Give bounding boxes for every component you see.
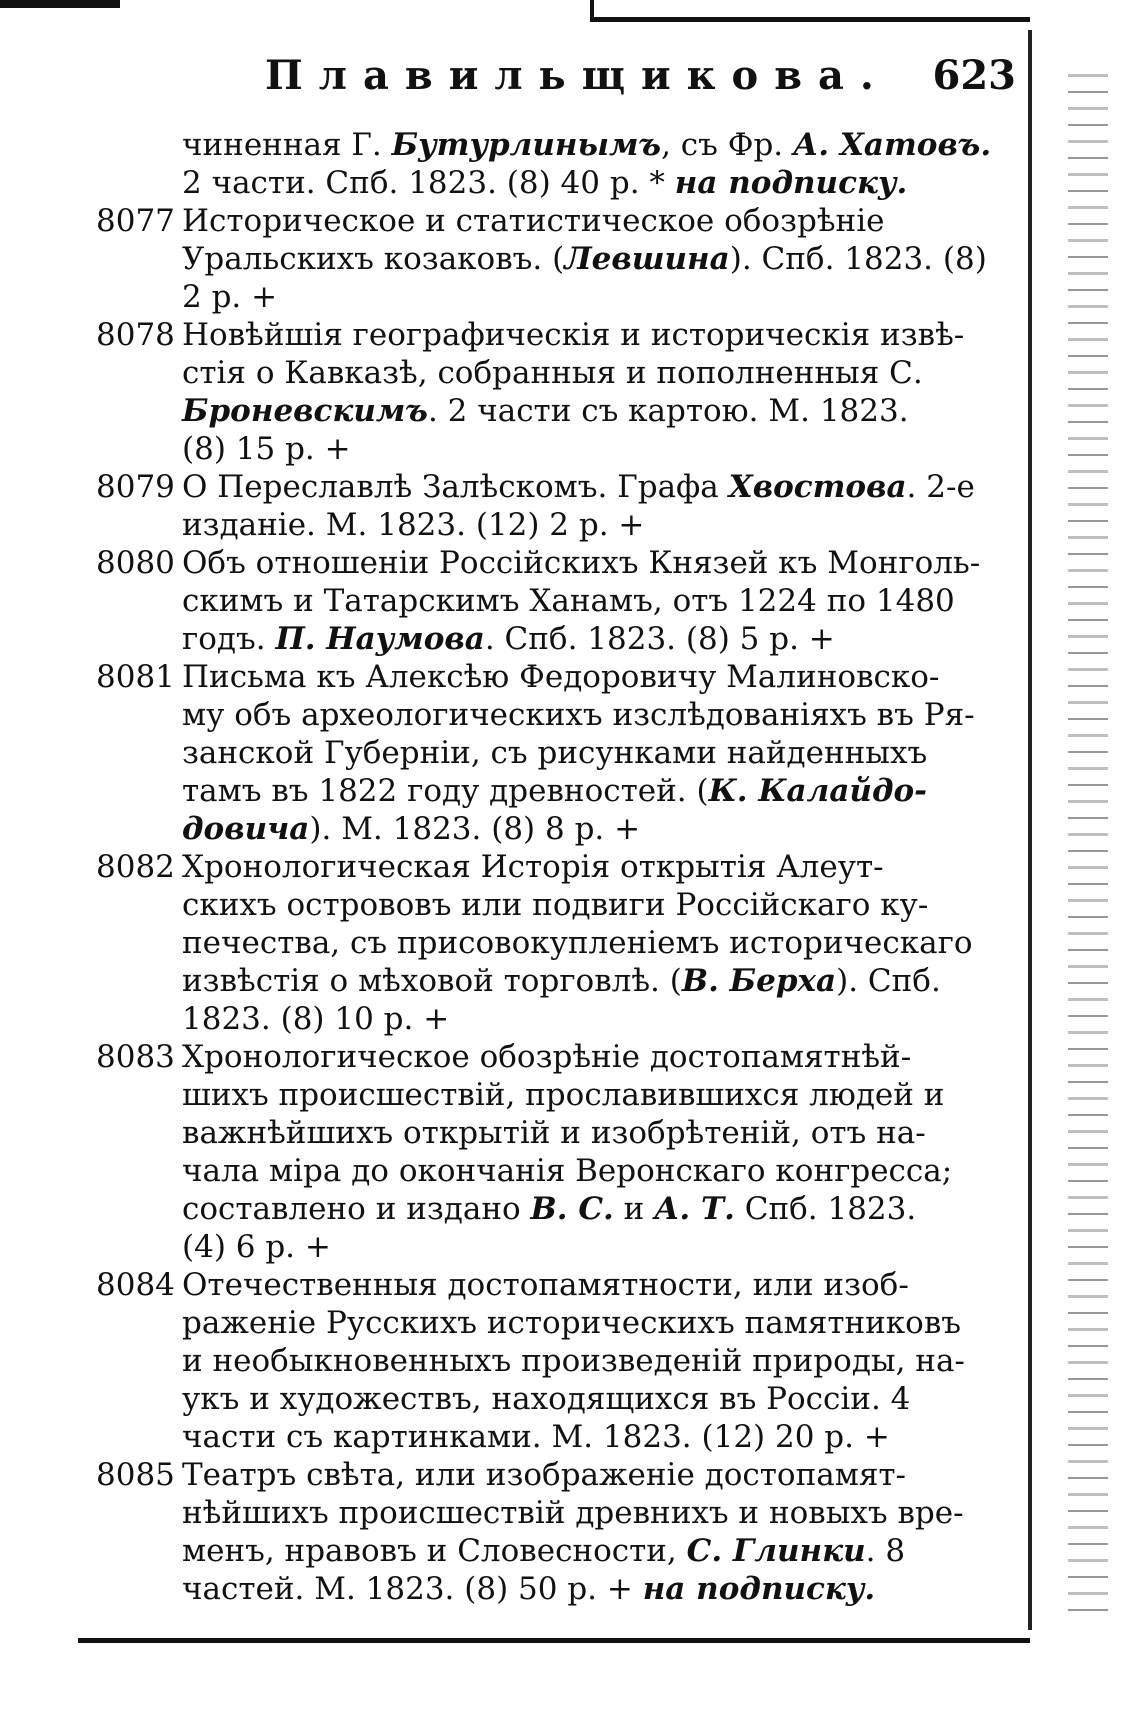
entry-line [96, 1076, 1021, 1114]
entry-line [96, 1114, 1021, 1152]
entry-text: изданіе. М. 1823. (12) 2 р. + [182, 507, 645, 543]
entry-line [96, 962, 1021, 1000]
entry-text: ). Спб. 1823. (8) [729, 241, 987, 277]
entry-line [96, 202, 1021, 240]
author-name: на подписку. [642, 1571, 876, 1607]
catalog-entry [96, 544, 1021, 658]
entry-text: (4) 6 р. + [182, 1229, 331, 1265]
entry-line [96, 620, 1021, 658]
entry-text: Новѣйшія географическія и историческія извѣ- [182, 317, 965, 353]
author-name: К. Калайдо- [708, 773, 928, 809]
entry-text: печества, съ присовокупленіемъ историческаго [182, 925, 973, 961]
entry-line [96, 1266, 1021, 1304]
entry-text: . 8 [865, 1533, 906, 1569]
entry-text: (8) 15 р. + [182, 431, 351, 467]
entry-text: Уральскихъ козаковъ. ( [182, 241, 565, 277]
author-name: В. Берха [681, 963, 837, 999]
entry-number: 8083 [96, 1039, 175, 1075]
entry-line [96, 582, 1021, 620]
entry-line [96, 696, 1021, 734]
entry-line [96, 278, 1021, 316]
entry-text: ). М. 1823. (8) 8 р. + [309, 811, 641, 847]
author-name: Левшина [564, 241, 730, 277]
entry-line [96, 354, 1021, 392]
catalog-entry [96, 1456, 1021, 1608]
entry-text: укъ и художествъ, находящихся въ Россіи. 4 [182, 1381, 911, 1417]
entry-text: чиненная Г. [182, 127, 392, 163]
page-right-border [1028, 30, 1032, 1630]
page-header [100, 44, 1020, 104]
entry-text: . 2 части съ картою. М. 1823. [427, 393, 909, 429]
running-title: Плавильщикова. [265, 52, 890, 99]
entry-line [96, 544, 1021, 582]
author-name: С. Глинки [686, 1533, 866, 1569]
entry-text: . Спб. 1823. (8) 5 р. + [484, 621, 835, 657]
entry-number: 8078 [96, 317, 175, 353]
entry-text: Объ отношеніи Россійскихъ Князей къ Монголь- [182, 545, 981, 581]
entry-line [96, 316, 1021, 354]
entry-number: 8082 [96, 849, 175, 885]
author-name: В. С. [530, 1191, 614, 1227]
entry-text: Спб. 1823. [734, 1191, 917, 1227]
entry-text: занской Губерніи, съ рисунками найденныхъ [182, 735, 928, 771]
entry-number: 8079 [96, 469, 175, 505]
top-rule-left [0, 0, 120, 8]
bottom-rule [78, 1638, 1030, 1643]
entry-text: раженіе Русскихъ историческихъ памятниковъ [182, 1305, 962, 1341]
catalog-entry [96, 468, 1021, 544]
entry-text: составлено и издано [182, 1191, 531, 1227]
entry-line [96, 1380, 1021, 1418]
catalog-body [96, 126, 1021, 1608]
author-name: А. Т. [654, 1191, 735, 1227]
entry-line [96, 658, 1021, 696]
entry-line [96, 1494, 1021, 1532]
entry-text: скихъ острововъ или подвиги Россійскаго ку- [182, 887, 929, 923]
entry-number: 8077 [96, 203, 175, 239]
entry-line [96, 506, 1021, 544]
entry-line [96, 924, 1021, 962]
entry-text: . 2-е [906, 469, 975, 505]
entry-line [96, 1304, 1021, 1342]
entry-text: нѣйшихъ происшествій древнихъ и новыхъ вре- [182, 1495, 964, 1531]
catalog-entry [96, 1038, 1021, 1266]
entry-line [96, 468, 1021, 506]
entry-text: частей. М. 1823. (8) 50 р. + [182, 1571, 643, 1607]
entry-line [96, 240, 1021, 278]
entry-line [96, 1532, 1021, 1570]
entry-line [96, 1152, 1021, 1190]
entry-line [96, 848, 1021, 886]
top-rule-right [590, 0, 1030, 22]
entry-text: 2 р. + [182, 279, 278, 315]
catalog-entry [96, 658, 1021, 848]
catalog-entry [96, 316, 1021, 468]
entry-line [96, 1342, 1021, 1380]
entry-text: и необыкновенныхъ произведеній природы, на- [182, 1343, 965, 1379]
catalog-entry [96, 1266, 1021, 1456]
author-name: Хвостова [728, 469, 907, 505]
author-name: А. Хатовъ. [793, 127, 992, 163]
catalog-entry [96, 848, 1021, 1038]
catalog-entry [96, 126, 1021, 202]
entry-text: менъ, нравовъ и Словесности, [182, 1533, 687, 1569]
entry-line [96, 810, 1021, 848]
entry-line [96, 392, 1021, 430]
entry-line [96, 886, 1021, 924]
author-name: Броневскимъ [182, 393, 428, 429]
entry-number: 8081 [96, 659, 175, 695]
entry-text: Отечественныя достопамятности, или изоб- [182, 1267, 909, 1303]
entry-line [96, 734, 1021, 772]
entry-text: годъ. [182, 621, 276, 657]
entry-text: части съ картинками. М. 1823. (12) 20 р. + [182, 1419, 890, 1455]
entry-line [96, 1570, 1021, 1608]
entry-text: тамъ въ 1822 году древностей. ( [182, 773, 709, 809]
entry-text: , съ Фр. [661, 127, 793, 163]
entry-text: Хронологическая Исторія открытія Алеут- [182, 849, 884, 885]
author-name: П. Наумова [275, 621, 485, 657]
entry-text: О Переславлѣ Залѣскомъ. Графа [182, 469, 729, 505]
entry-number: 8085 [96, 1457, 175, 1493]
page-number: 623 [932, 52, 1016, 99]
entry-text: ). Спб. [836, 963, 941, 999]
entry-line [96, 164, 1021, 202]
entry-text: Театръ свѣта, или изображеніе достопамят- [182, 1457, 907, 1493]
entry-text: стія о Кавказѣ, собранныя и пополненныя С. [182, 355, 923, 391]
entry-text: скимъ и Татарскимъ Ханамъ, отъ 1224 по 1480 [182, 583, 955, 619]
entry-line [96, 1000, 1021, 1038]
entry-line [96, 430, 1021, 468]
entry-line [96, 1418, 1021, 1456]
author-name: довича [182, 811, 310, 847]
entry-text: 1823. (8) 10 р. + [182, 1001, 450, 1037]
entry-text: Историческое и статистическое обозрѣніе [182, 203, 885, 239]
entry-text: 2 части. Спб. 1823. (8) 40 р. * [182, 165, 675, 201]
entry-line [96, 1228, 1021, 1266]
entry-line [96, 772, 1021, 810]
entry-text: Письма къ Алексѣю Федоровичу Малиновско- [182, 659, 940, 695]
entry-text: и [613, 1191, 655, 1227]
entry-number: 8080 [96, 545, 175, 581]
author-name: Бутурлинымъ [391, 127, 662, 163]
author-name: на подписку. [674, 165, 908, 201]
entry-line [96, 1038, 1021, 1076]
entry-line [96, 126, 1021, 164]
entry-line [96, 1190, 1021, 1228]
scan-noise-strip [1068, 60, 1108, 1620]
entry-number: 8084 [96, 1267, 175, 1303]
entry-line [96, 1456, 1021, 1494]
entry-text: чала міра до окончанія Веронскаго конгресса; [182, 1153, 953, 1189]
catalog-entry [96, 202, 1021, 316]
entry-text: важнѣйшихъ открытій и изобрѣтеній, отъ на- [182, 1115, 926, 1151]
entry-text: Хронологическое обозрѣніе достопамятнѣй- [182, 1039, 912, 1075]
entry-text: извѣстія о мѣховой торговлѣ. ( [182, 963, 682, 999]
entry-text: шихъ происшествій, прославившихся людей и [182, 1077, 945, 1113]
entry-text: му объ археологическихъ изслѣдованіяхъ въ Ря- [182, 697, 975, 733]
